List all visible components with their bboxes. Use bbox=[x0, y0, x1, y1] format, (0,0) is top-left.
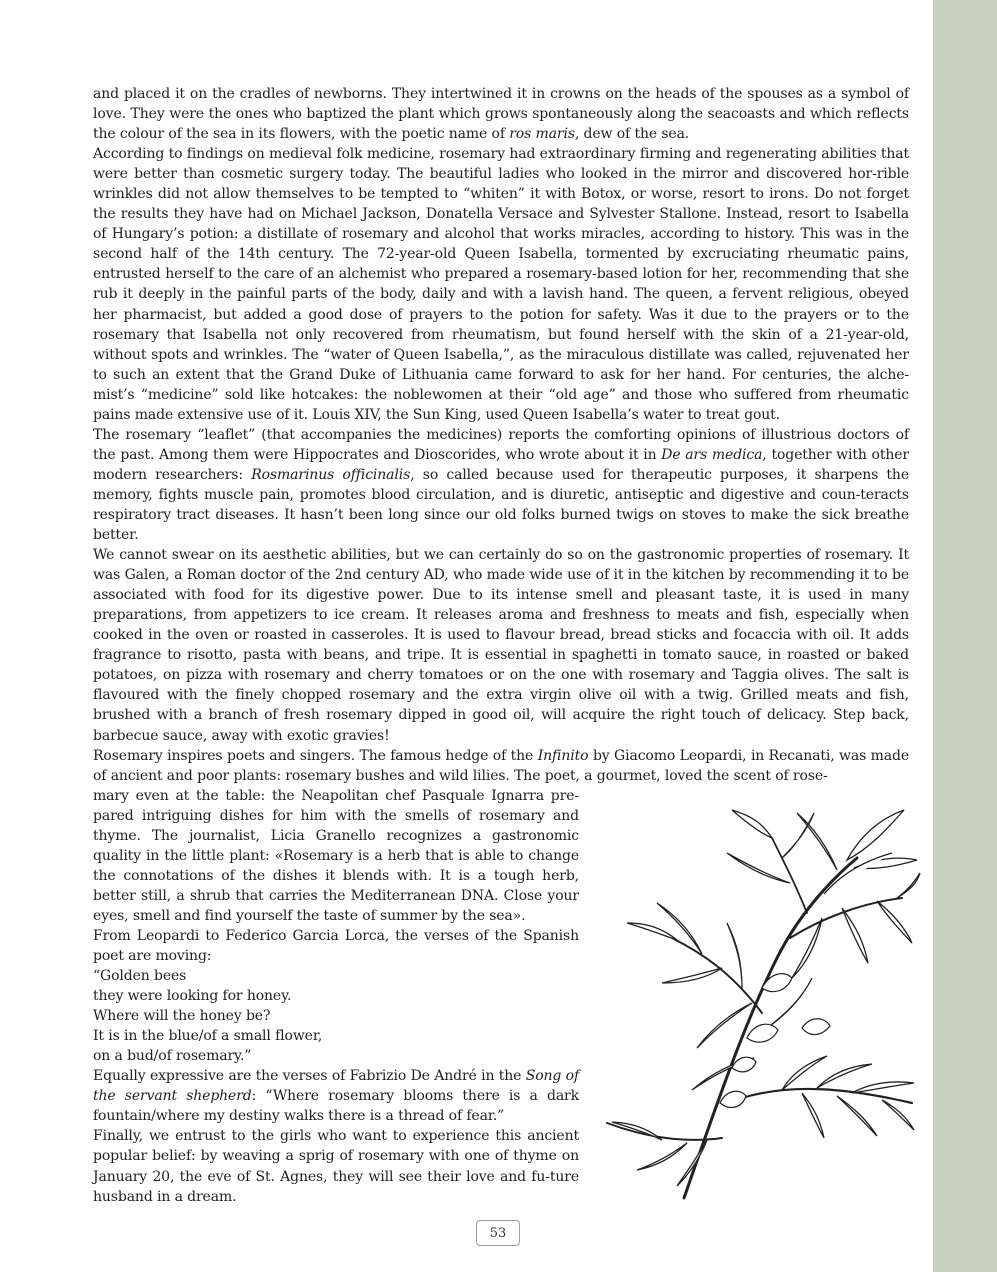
side-color-band bbox=[933, 0, 997, 1272]
paragraph-medicinal-uses: The rosemary “leaflet” (that accompanies the medicines) reports the comforting opinions of illustrious doctors of the past. Among them were Hippocrates and Dioscorides, who wrote about it in De ars medica, together with other modern researchers: Rosmarinus officinalis, so called because used for therapeutic purposes, it sharpens the memory, fights muscle pain, promotes blood circulation, and is diuretic, antiseptic and digestive and coun-teracts respiratory tract diseases. It hasn’t been long since our old folks burned twigs on stoves to make the sick breathe better. bbox=[93, 426, 909, 544]
verse-line: It is in the blue/of a small flower, bbox=[93, 1028, 323, 1045]
paragraph-queen-isabella: According to findings on medieval folk medicine, rosemary had extraordinary firming and regenerating abilities that were better than cosmetic surgery today. The beautiful ladies who looked in the mirror and discovered hor-rible wrinkles did not allow themselves to be tempted to “whiten” it with Botox, or worse, resort to irons. Do not forget the results they have had on Michael Jackson, Donatella Versace and Sylvester Stallone. Instead, resort to Isabella of Hungary’s potion: a distillate of rosemary and alcohol that works miracles, according to history. This was in the second half of the 14th century. The 72-year-old Queen Isabella, tormented by excruciating rheumatic pains, entrusted herself to the care of an alchemist who prepared a rosemary-based lotion for her, recommending that she rub it deeply in the painful parts of the body, daily and with a lavish hand. The queen, a fervent religious, obeyed her pharmacist, but added a good dose of prayers to the potion for safety. Was it due to the prayers or to the rosemary that Isabella not only recovered from rheumatism, but found herself with the skin of a 21-year-old, without spots and wrinkles. The “water of Queen Isabella,”, as the miraculous distillate was called, rejuvenated her to such an extent that the Grand Duke of Lithuania came forward to ask for her hand. For centuries, the alche-mist’s “medicine” sold like hotcakes: the noblewomen at their “old age” and those who suffered from rheumatic pains made extensive use of it. Louis XIV, the Sun King, used Queen Isabella’s water to treat gout. bbox=[93, 146, 909, 423]
paragraph-chef-journalist: mary even at the table: the Neapolitan chef Pasquale Ignarra pre-pared intriguing dishes for him with the smells of rosemary and thyme. The journalist, Licia Granello recognizes a gastronomic quality in the little plant: «Rosemary is a herb that is able to change the connotations of the dishes it blends with. It is a tough herb, better still, a shrub that carries the Mediterranean DNA. Close your eyes, smell and find yourself the taste of summer by the sea». bbox=[93, 787, 579, 924]
paragraph-ros-maris: and placed it on the cradles of newborns. They intertwined it in crowns on the heads of the spouses as a symbol of love. They were the ones who baptized the plant which grows spontaneously along the seacoasts and which reflects the colour of the sea in its flowers, with the poetic name of ros maris, dew of the sea. bbox=[93, 86, 909, 143]
verse-line: Where will the honey be? bbox=[93, 1008, 271, 1025]
narrow-column bbox=[93, 786, 579, 1207]
page-number: 53 bbox=[476, 1220, 520, 1246]
verse-line: “Golden bees bbox=[93, 968, 187, 985]
paragraph-poets: Rosemary inspires poets and singers. The famous hedge of the Infinito by Giacomo Leopardi, in Recanati, was made of ancient and poor plants: rosemary bushes and wild lilies. The poet, a gourmet, loved the scent of rose- bbox=[93, 747, 909, 784]
paragraph-gastronomy: We cannot swear on its aesthetic abilities, but we can certainly do so on the gastronomic properties of rosemary. It was Galen, a Roman doctor of the 2nd century AD, who made wide use of it in the kitchen by recommending it to be associated with food for its digestive power. Due to its intense smell and pleasant taste, it is used in many preparations, from appetizers to ice cream. It releases aroma and freshness to meats and fish, especially when cooked in the oven or roasted in casseroles. It is used to flavour bread, bread sticks and focaccia with oil. It adds fragrance to risotto, pasta with beans, and tripe. It is essential in spaghetti in tomato sauce, in roasted or baked potatoes, on pizza with rosemary and cherry tomatoes or on the one with rosemary and Taggia olives. The salt is flavoured with the finely chopped rosemary and the extra virgin olive oil with a twig. Grilled meats and fish, brushed with a branch of fresh rosemary dipped in good oil, will acquire the right touch of delicacy. Step back, barbecue sauce, away with exotic gravies! bbox=[93, 547, 909, 744]
rosemary-sprig-icon bbox=[592, 798, 922, 1208]
verse-line: on a bud/of rosemary.” bbox=[93, 1048, 252, 1065]
paragraph-st-agnes: Finally, we entrust to the girls who want to experience this ancient popular belief: by weaving a sprig of rosemary with one of thyme on January 20, the eve of St. Agnes, they will see their love and fu-ture husband in a dream. bbox=[93, 1128, 579, 1205]
paragraph-lorca-intro: From Leopardi to Federico Garcia Lorca, the verses of the Spanish poet are moving: bbox=[93, 927, 579, 965]
verse-line: they were looking for honey. bbox=[93, 988, 292, 1005]
paragraph-de-andre: Equally expressive are the verses of Fabrizio De André in the Song of the servant shepherd: “Where rosemary blooms there is a dark fountain/where my destiny walks there is a thread of fear.” bbox=[93, 1068, 580, 1125]
